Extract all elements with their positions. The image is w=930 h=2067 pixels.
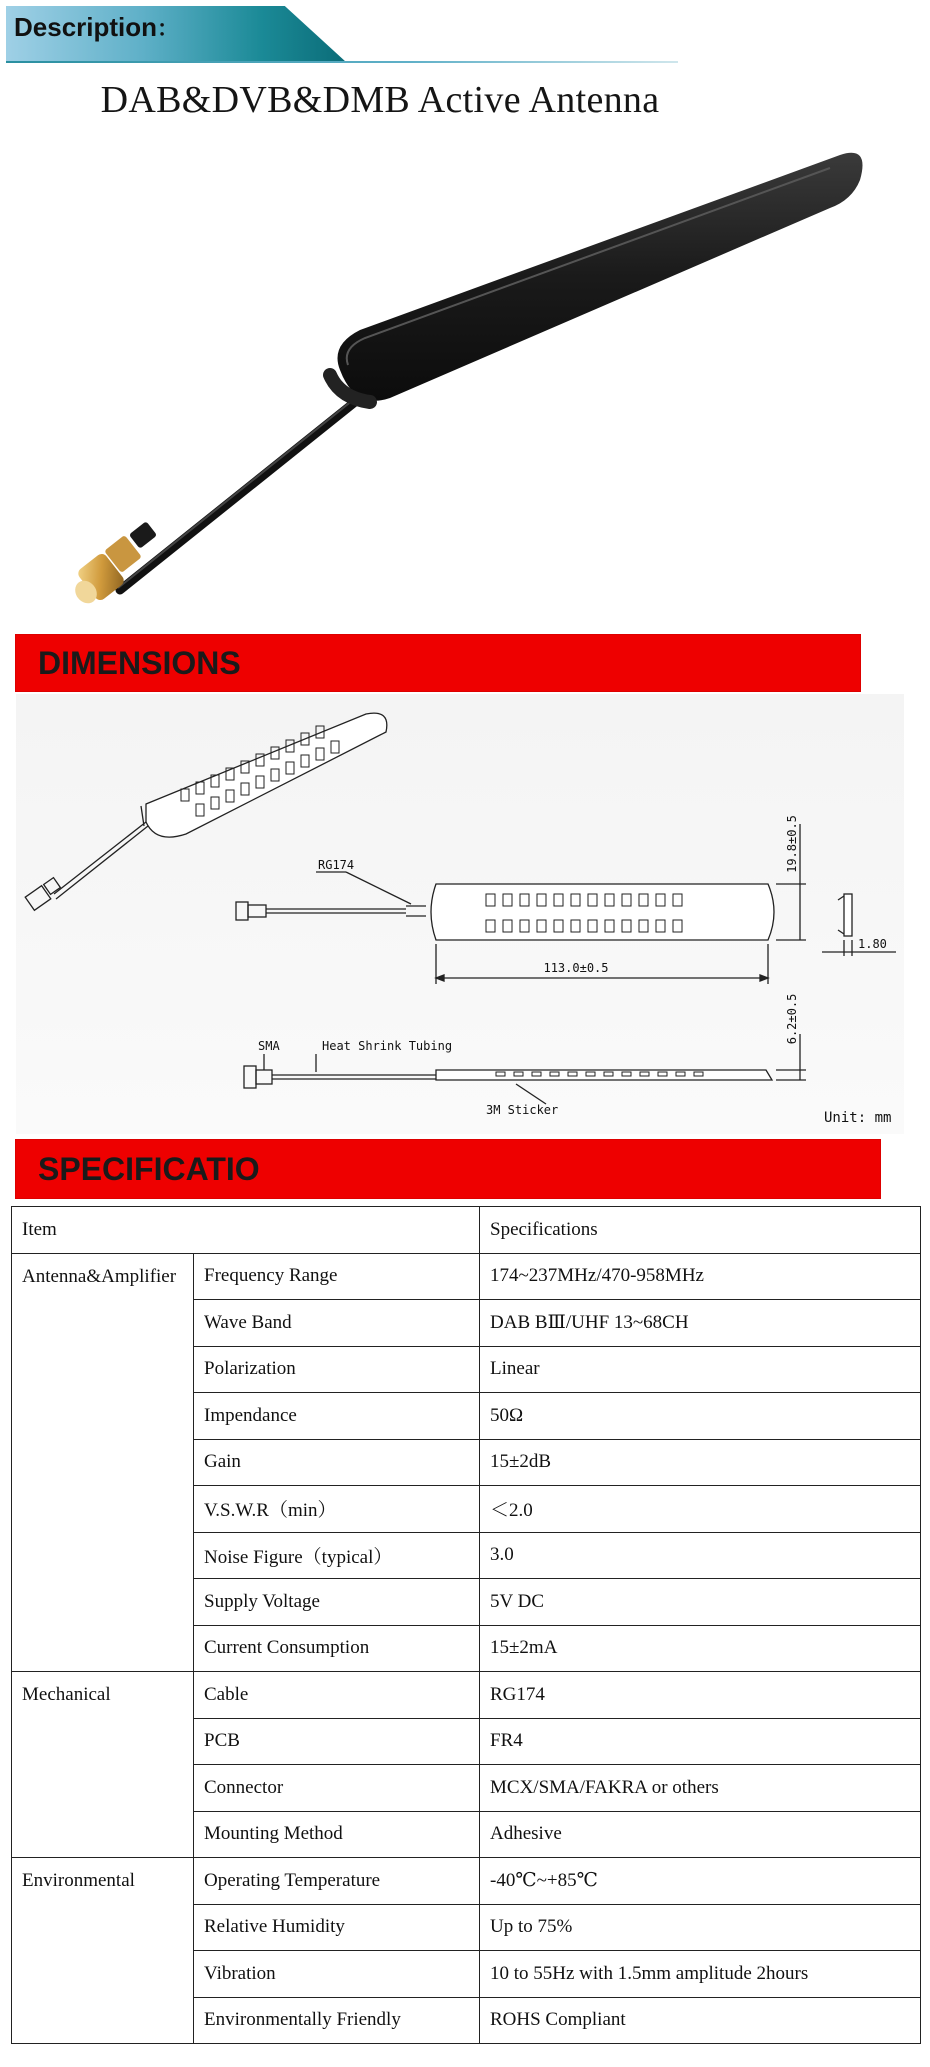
row-label: Gain bbox=[194, 1439, 480, 1486]
row-value: MCX/SMA/FAKRA or others bbox=[480, 1765, 921, 1812]
row-label: Environmentally Friendly bbox=[194, 1997, 480, 2044]
row-label: V.S.W.R（min） bbox=[194, 1486, 480, 1533]
table-row bbox=[12, 1253, 921, 1300]
row-value: RG174 bbox=[480, 1672, 921, 1719]
row-value: 50Ω bbox=[480, 1393, 921, 1440]
table-row bbox=[12, 1672, 921, 1719]
perspective-sketch bbox=[25, 713, 387, 910]
row-value: -40℃~+85℃ bbox=[480, 1858, 921, 1905]
table-row bbox=[12, 1858, 921, 1905]
row-label: Connector bbox=[194, 1765, 480, 1812]
table-header-row bbox=[12, 1207, 921, 1254]
sticker-label: 3M Sticker bbox=[486, 1103, 559, 1117]
row-value: Adhesive bbox=[480, 1811, 921, 1858]
row-value: Up to 75% bbox=[480, 1904, 921, 1951]
row-value: ＜2.0 bbox=[480, 1486, 921, 1533]
unit-label: Unit: mm bbox=[824, 1110, 892, 1126]
product-title: DAB&DVB&DMB Active Antenna bbox=[100, 79, 660, 121]
row-label: Supply Voltage bbox=[194, 1579, 480, 1626]
row-label: Mounting Method bbox=[194, 1811, 480, 1858]
header-item: Item bbox=[12, 1207, 480, 1254]
row-value: 3.0 bbox=[480, 1532, 921, 1579]
description-label: Description： bbox=[14, 12, 180, 42]
group-name: Environmental bbox=[12, 1858, 194, 2044]
top-view bbox=[236, 824, 806, 984]
dimension-drawing bbox=[16, 694, 904, 1134]
length-dimension: 113.0±0.5 bbox=[543, 961, 609, 975]
group-name: Mechanical bbox=[12, 1672, 194, 1858]
row-value: 174~237MHz/470-958MHz bbox=[480, 1253, 921, 1300]
row-label: PCB bbox=[194, 1718, 480, 1765]
description-underline bbox=[6, 61, 678, 63]
row-label: Current Consumption bbox=[194, 1625, 480, 1672]
antenna-body bbox=[330, 153, 863, 402]
row-label: Impendance bbox=[194, 1393, 480, 1440]
tubing-label: Heat Shrink Tubing bbox=[322, 1039, 453, 1053]
row-label: Relative Humidity bbox=[194, 1904, 480, 1951]
row-value: 5V DC bbox=[480, 1579, 921, 1626]
row-value: ROHS Compliant bbox=[480, 1997, 921, 2044]
row-value: 10 to 55Hz with 1.5mm amplitude 2hours bbox=[480, 1951, 921, 1998]
dimensions-heading: DIMENSIONS bbox=[16, 635, 860, 691]
row-label: Noise Figure（typical） bbox=[194, 1532, 480, 1579]
row-label: Operating Temperature bbox=[194, 1858, 480, 1905]
connector-label: SMA bbox=[258, 1039, 280, 1053]
row-value: Linear bbox=[480, 1346, 921, 1393]
row-value: 15±2mA bbox=[480, 1625, 921, 1672]
row-label: Polarization bbox=[194, 1346, 480, 1393]
width-dimension: 19.8±0.5 bbox=[785, 815, 799, 873]
group-name: Antenna&Amplifier bbox=[12, 1253, 194, 1672]
specifications-heading: SPECIFICATIO bbox=[16, 1140, 880, 1198]
row-label: Cable bbox=[194, 1672, 480, 1719]
cable-label: RG174 bbox=[318, 858, 355, 872]
spec-table bbox=[11, 1206, 921, 2044]
row-value: 15±2dB bbox=[480, 1439, 921, 1486]
thickness-dimension: 1.80 bbox=[858, 937, 887, 951]
row-value: FR4 bbox=[480, 1718, 921, 1765]
row-label: Wave Band bbox=[194, 1300, 480, 1347]
row-label: Vibration bbox=[194, 1951, 480, 1998]
row-label: Frequency Range bbox=[194, 1253, 480, 1300]
header-spec: Specifications bbox=[480, 1207, 921, 1254]
height-dimension: 6.2±0.5 bbox=[785, 993, 799, 1045]
antenna-product-image bbox=[40, 140, 880, 630]
row-value: DAB BⅢ/UHF 13~68CH bbox=[480, 1300, 921, 1347]
sma-connector-icon bbox=[71, 521, 157, 607]
